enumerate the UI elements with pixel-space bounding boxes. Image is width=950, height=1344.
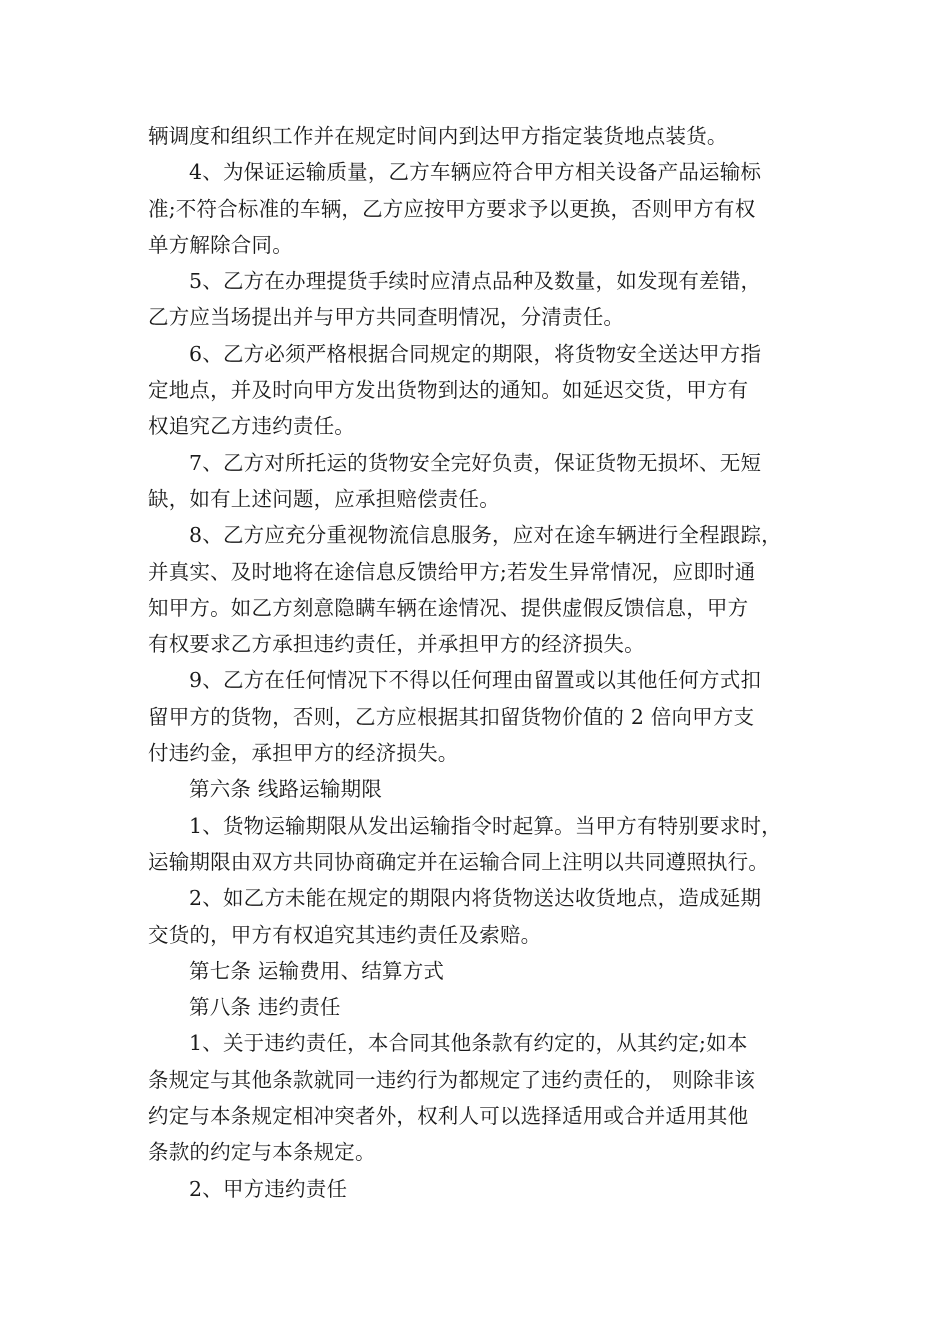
document-line: 单方解除合同。: [148, 232, 293, 257]
document-line: 知甲方。如乙方刻意隐瞒车辆在途情况、提供虚假反馈信息，甲方: [148, 595, 749, 620]
document-body: [148, 118, 808, 1207]
document-line: 第七条 运输费用、结算方式: [189, 958, 445, 983]
document-line: 交货的，甲方有权追究其违约责任及索赔。: [148, 922, 542, 947]
document-line: 留甲方的货物，否则，乙方应根据其扣留货物价值的 2 倍向甲方支: [148, 704, 755, 729]
document-line: 乙方应当场提出并与甲方共同查明情况，分清责任。: [148, 305, 625, 330]
document-line: 1、货物运输期限从发出运输指令时起算。当甲方有特别要求时，: [189, 813, 782, 838]
document-line: 约定与本条规定相冲突者外，权利人可以选择适用或合并适用其他: [148, 1104, 749, 1129]
document-line: 权追究乙方违约责任。: [148, 414, 355, 439]
document-line: 2、如乙方未能在规定的期限内将货物送达收货地点，造成延期: [189, 886, 762, 911]
document-line: 缺，如有上述问题，应承担赔偿责任。: [148, 486, 500, 511]
document-line: 并真实、及时地将在途信息反馈给甲方;若发生异常情况，应即时通: [148, 559, 756, 584]
document-line: 条款的约定与本条规定。: [148, 1140, 376, 1165]
document-line: 7、乙方对所托运的货物安全完好负责，保证货物无损坏、无短: [189, 450, 762, 475]
document-line: 定地点，并及时向甲方发出货物到达的通知。如延迟交货，甲方有: [148, 378, 749, 403]
document-line: 第六条 线路运输期限: [189, 777, 383, 802]
document-line: 8、乙方应充分重视物流信息服务，应对在途车辆进行全程跟踪，: [189, 523, 782, 548]
document-line: 付违约金，承担甲方的经济损失。: [148, 741, 459, 766]
document-line: 条规定与其他条款就同一违约行为都规定了违约责任的， 则除非该: [148, 1067, 756, 1092]
document-line: 6、乙方必须严格根据合同规定的期限，将货物安全送达甲方指: [189, 341, 762, 366]
document-line: 1、关于违约责任，本合同其他条款有约定的，从其约定;如本: [189, 1031, 748, 1056]
document-line: 辆调度和组织工作并在规定时间内到达甲方指定装货地点装货。: [148, 124, 728, 148]
document-line: 准;不符合标准的车辆，乙方应按甲方要求予以更换，否则甲方有权: [148, 196, 756, 221]
document-line: 5、乙方在办理提货手续时应清点品种及数量，如发现有差错，: [189, 269, 762, 294]
document-line: 第八条 违约责任: [189, 995, 341, 1020]
document-line: 2、甲方违约责任: [189, 1176, 348, 1201]
document-line: 9、乙方在任何情况下不得以任何理由留置或以其他任何方式扣: [189, 668, 762, 693]
document-line: 4、为保证运输质量，乙方车辆应符合甲方相关设备产品运输标: [189, 160, 762, 185]
document-line: 有权要求乙方承担违约责任，并承担甲方的经济损失。: [148, 632, 645, 657]
document-line: 运输期限由双方共同协商确定并在运输合同上注明以共同遵照执行。: [148, 849, 769, 874]
